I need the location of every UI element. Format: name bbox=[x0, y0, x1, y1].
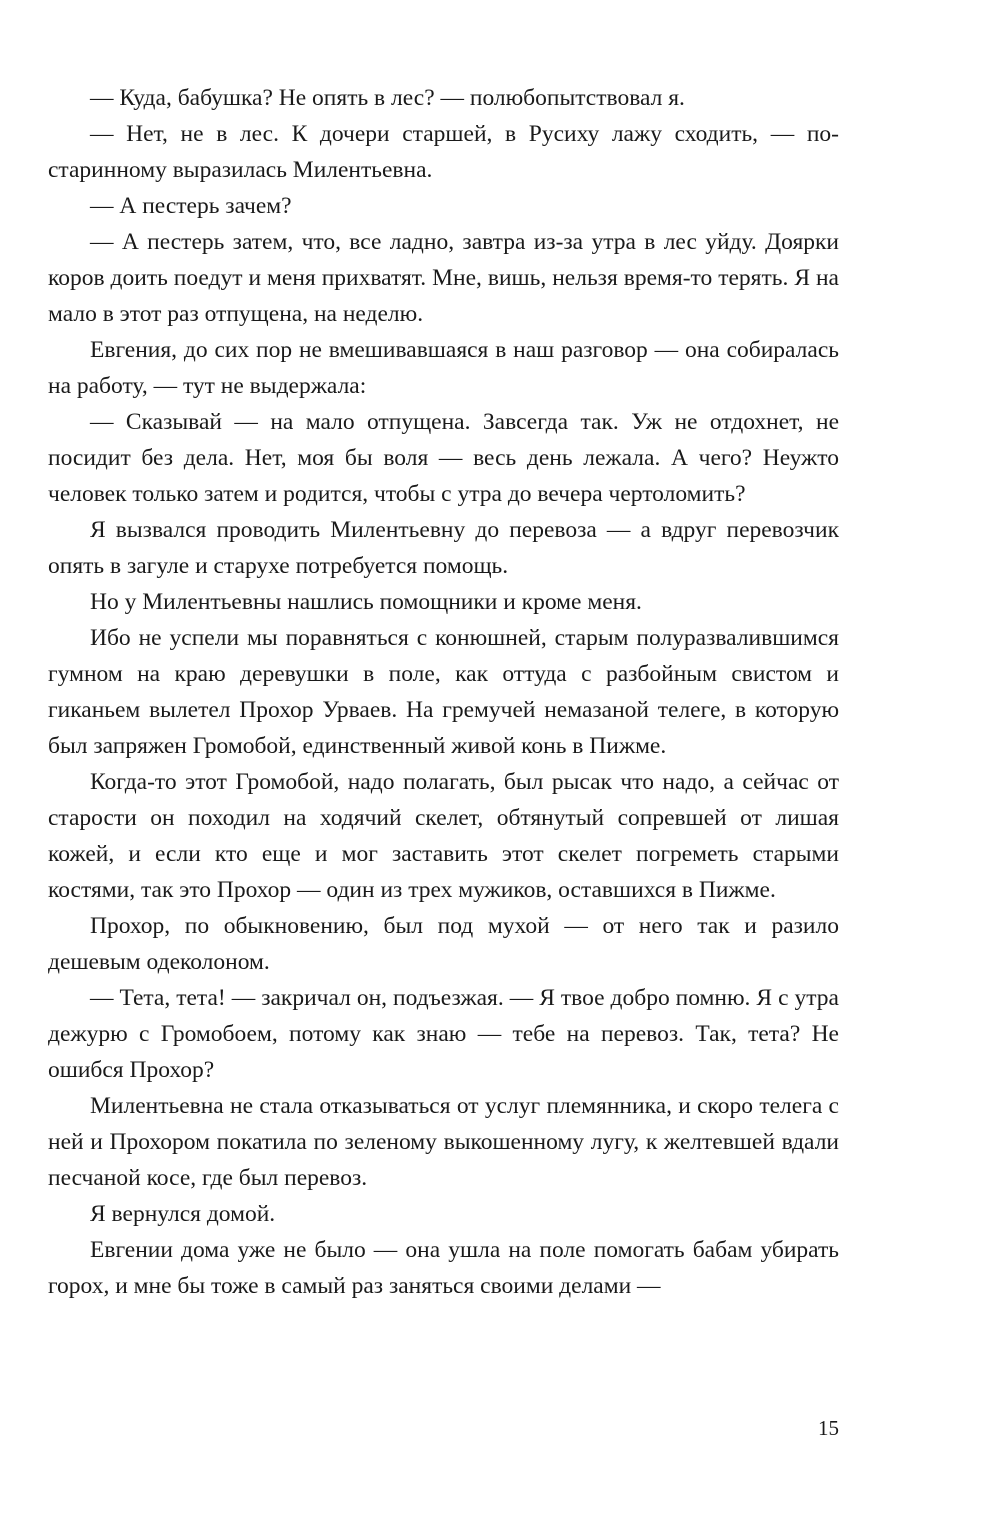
page-text bbox=[48, 80, 839, 1304]
paragraph: Я вызвался проводить Милентьевну до перевоза — а вдруг перевозчик опять в загуле и старухе потребуется помощь. bbox=[48, 517, 839, 579]
paragraph: — А пестерь затем, что, все ладно, завтра из-за утра в лес уйду. Доярки коров доить поедут и меня прихватят. Мне, вишь, нельзя время-то терять. Я на мало в этот раз отпущена, на неделю. bbox=[48, 229, 839, 327]
paragraph: — Тета, тета! — закричал он, подъезжая. — Я твое добро помню. Я с утра дежурю с Громобоем, потому как знаю — тебе на перевоз. Так, тета? Не ошибся Прохор? bbox=[48, 985, 839, 1083]
paragraph: Евгения, до сих пор не вмешивавшаяся в наш разговор — она собиралась на работу, — тут не выдержала: bbox=[48, 337, 839, 399]
paragraph: — А пестерь зачем? bbox=[90, 193, 292, 219]
paragraph: — Нет, не в лес. К дочери старшей, в Русиху лажу сходить, — по-старинному выразилась Милентьевна. bbox=[48, 121, 839, 183]
paragraph: Милентьевна не стала отказываться от услуг племянника, и скоро телега с ней и Прохором покатила по зеленому выкошенному лугу, к желтевшей вдали песчаной косе, где был перевоз. bbox=[48, 1093, 839, 1191]
paragraph: Ибо не успели мы поравняться с конюшней, старым полуразвалившимся гумном на краю деревушки в поле, как оттуда с разбойным свистом и гиканьем вылетел Прохор Урваев. На гремучей немазаной телеге, в которую был запряжен Громобой, единственный живой конь в Пижме. bbox=[48, 625, 839, 759]
paragraph: Евгении дома уже не было — она ушла на поле помогать бабам убирать горох, и мне бы тоже в самый раз заняться своими делами — bbox=[48, 1237, 839, 1299]
paragraph: — Сказывай — на мало отпущена. Завсегда так. Уж не отдохнет, не посидит без дела. Нет, моя бы воля — весь день лежала. А чего? Неужто человек только затем и родится, чтобы с утра до вечера чертоломить? bbox=[48, 409, 839, 507]
paragraph: — Куда, бабушка? Не опять в лес? — полюбопытствовал я. bbox=[90, 85, 685, 111]
page-number: 15 bbox=[818, 1416, 839, 1440]
paragraph: Но у Милентьевны нашлись помощники и кроме меня. bbox=[90, 589, 642, 615]
paragraph: Когда-то этот Громобой, надо полагать, был рысак что надо, а сейчас от старости он походил на ходячий скелет, обтянутый сопревшей от лишая кожей, и если кто еще и мог заставить этот скелет погреметь старыми костями, так это Прохор — один из трех мужиков, оставшихся в Пижме. bbox=[48, 769, 839, 903]
paragraph: Прохор, по обыкновению, был под мухой — от него так и разило дешевым одеколоном. bbox=[48, 913, 839, 975]
paragraph: Я вернулся домой. bbox=[90, 1201, 276, 1227]
